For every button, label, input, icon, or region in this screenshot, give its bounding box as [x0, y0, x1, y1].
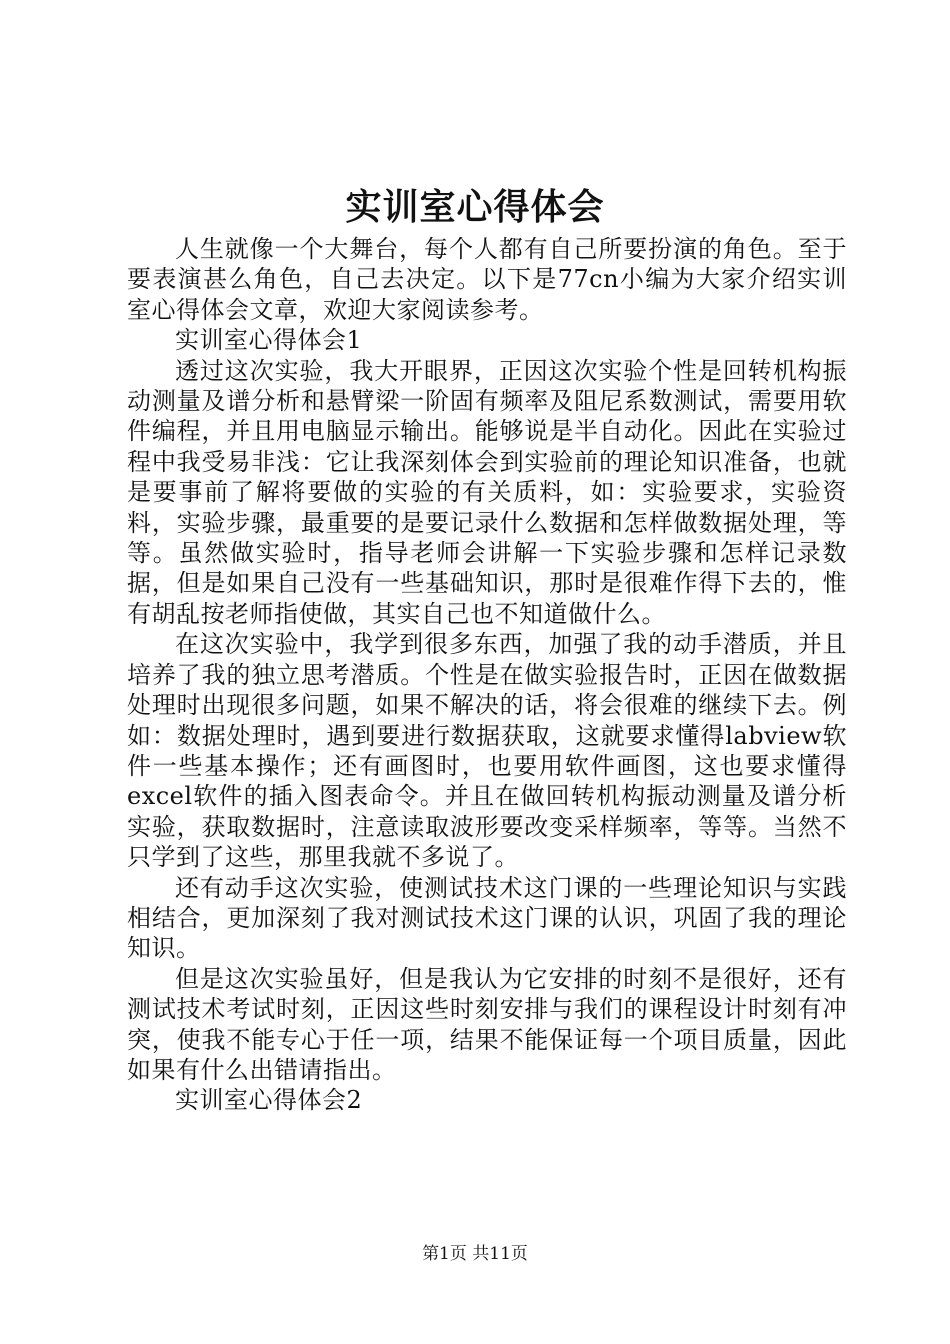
document-title: 实训室心得体会 [345, 186, 605, 228]
section-heading-1: 实训室心得体会1 [175, 326, 363, 355]
document-body [127, 234, 847, 1116]
body-paragraph: 透过这次实验，我大开眼界，正因这次实验个性是回转机构振动测量及谱分析和悬臂梁一阶固有频率及阻尼系数测试，需要用软件编程，并且用电脑显示输出。能够说是半自动化。因此在实验过程中我受易非浅：它让我深刻体会到实验前的理论知识准备，也就是要事前了解将要做的实验的有关质料，如：实验要求，实验资料，实验步骤，最重要的是要记录什么数据和怎样做数据处理，等等。虽然做实验时，指导老师会讲解一下实验步骤和怎样记录数据，但是如果自己没有一些基础知识，那时是很难作得下去的，惟有胡乱按老师指使做，其实自己也不知道做什么。 [127, 356, 847, 628]
section-heading-2: 实训室心得体会2 [175, 1086, 363, 1115]
body-paragraph: 但是这次实验虽好，但是我认为它安排的时刻不是很好，还有测试技术考试时刻，正因这些时刻安排与我们的课程设计时刻有冲突，使我不能专心于任一项，结果不能保证每一个项目质量，因此如果有什么出错请指出。 [127, 964, 847, 1084]
body-paragraph: 还有动手这次实验，使测试技术这门课的一些理论知识与实践相结合，更加深刻了我对测试技术这门课的认识，巩固了我的理论知识。 [127, 873, 847, 963]
intro-paragraph: 人生就像一个大舞台，每个人都有自己所要扮演的角色。至于要表演甚么角色，自己去决定。以下是77cn小编为大家介绍实训室心得体会文章，欢迎大家阅读参考。 [127, 235, 847, 324]
page-footer: 第1页 共11页 [422, 1244, 528, 1264]
body-paragraph: 在这次实验中，我学到很多东西，加强了我的动手潜质，并且培养了我的独立思考潜质。个性是在做实验报告时，正因在做数据处理时出现很多问题，如果不解决的话，将会很难的继续下去。例如：数据处理时，遇到要进行数据获取，这就要求懂得labview软件一些基本操作；还有画图时，也要用软件画图，这也要求懂得excel软件的插入图表命令。并且在做回转机构振动测量及谱分析实验，获取数据时，注意读取波形要改变采样频率，等等。当然不只学到了这些，那里我就不多说了。 [127, 630, 847, 872]
